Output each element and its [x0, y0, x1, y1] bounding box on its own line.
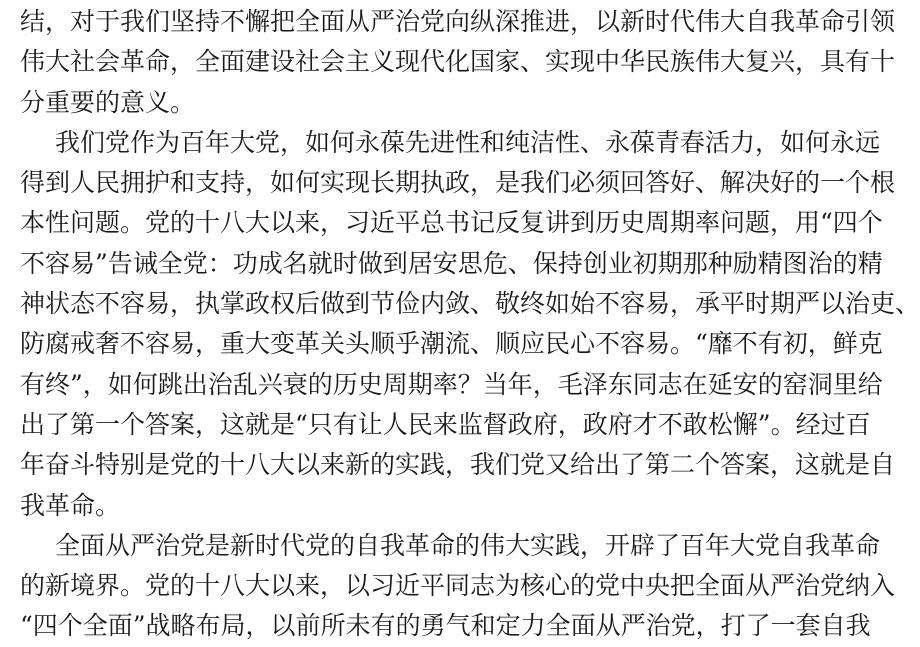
- text-line: 结，对于我们坚持不懈把全面从严治党向纵深推进，以新时代伟大自我革命引领: [20, 7, 896, 36]
- text-line: 得到人民拥护和支持，如何实现长期执政，是我们必须回答好、解决好的一个根: [20, 168, 896, 198]
- text-line: 出了第一个答案，这就是“只有让人民来监督政府，政府才不敢松懈”。经过百: [20, 409, 871, 439]
- document-page: [20, 2, 920, 647]
- text-line: 不容易”告诫全党：功成名就时做到居安思危、保持创业初期那种励精图治的精: [20, 248, 883, 278]
- paragraph: [20, 2, 896, 123]
- paragraph: [20, 123, 920, 526]
- text-line: 年奋斗特别是党的十八大以来新的实践，我们党又给出了第二个答案，这就是自: [20, 450, 896, 480]
- text-line: 神状态不容易，执掌政权后做到节俭内敛、敬终如始不容易，承平时期严以治吏、: [20, 289, 920, 319]
- text-line: 伟大社会革命，全面建设社会主义现代化国家、实现中华民族伟大复兴，具有十: [20, 47, 896, 77]
- text-line: 我革命。: [20, 490, 121, 520]
- text-line: 分重要的意义。: [20, 87, 196, 117]
- text-line: 有终”，如何跳出治乱兴衰的历史周期率？当年，毛泽东同志在延安的窑洞里给: [20, 369, 883, 399]
- text-line: 的新境界。党的十八大以来，以习近平同志为核心的党中央把全面从严治党纳入: [20, 571, 896, 601]
- text-line: “四个全面”战略布局，以前所未有的勇气和定力全面从严治党，打了一套自我: [20, 611, 871, 641]
- text-line: 本性问题。党的十八大以来，习近平总书记反复讲到历史周期率问题，用“四个: [20, 208, 883, 238]
- text-line: 我们党作为百年大党，如何永葆先进性和纯洁性、永葆青春活力，如何永远: [55, 127, 881, 157]
- text-line: 防腐戒奢不容易，重大变革关头顺乎潮流、顺应民心不容易。“靡不有初，鲜克: [20, 329, 883, 359]
- paragraph: [20, 526, 896, 647]
- text-line: 全面从严治党是新时代党的自我革命的伟大实践，开辟了百年大党自我革命: [55, 530, 881, 560]
